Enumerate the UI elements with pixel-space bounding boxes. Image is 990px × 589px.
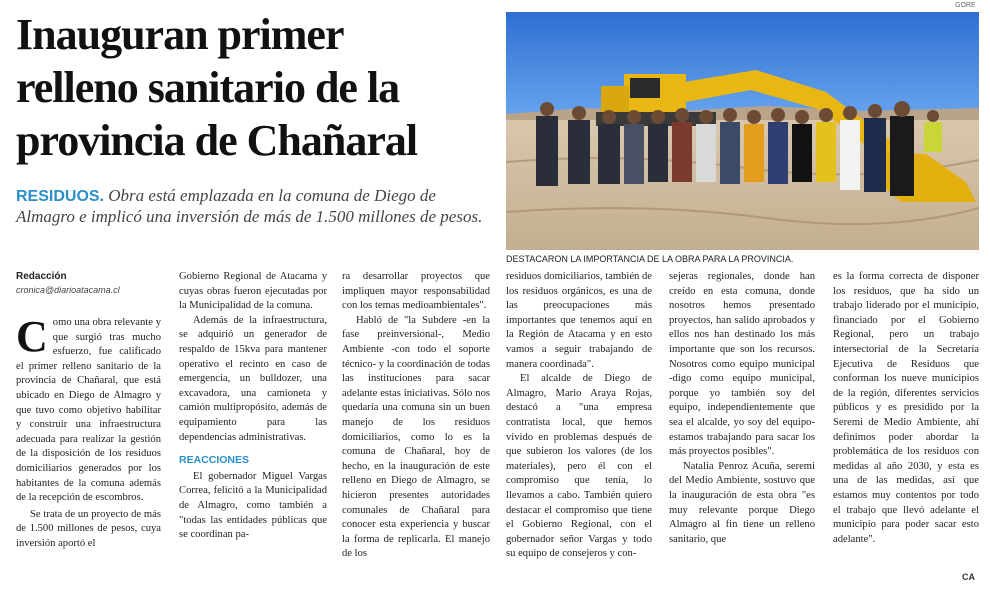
- paragraph: residuos domiciliarios, también de los residuos orgánicos, es una de las preocupaciones más importantes que tenemos aquí en la Región de Atacama y en esto vamos a seguir trabajando de manera coordinada".: [506, 271, 652, 370]
- column-2: [179, 270, 327, 543]
- paragraph-text: omo una obra relevante y que surgió tras mucho esfuerzo, fue calificado el primer relleno sanitario de la provincia de Chañaral, que está ubicado en Diego de Almagro y que tuvo como objetivo habilitar y construir una infraestructura adecuada para realizar la gestión de la disposición de los residuos domiciliarios generados por los habitantes de la comuna además de la recepción de escombros.: [16, 317, 161, 504]
- paragraph: Se trata de un proyecto de más de 1.500 millones de pesos, cuya inversión aportó el: [16, 508, 161, 549]
- headline-line-1: Inauguran primer: [16, 10, 344, 59]
- photo-credit: GORE: [955, 2, 976, 9]
- column-3: [342, 270, 490, 562]
- paragraph: es la forma correcta de disponer los residuos, que ha sido un trabajo liderado por el municipio, financiado por el Gobierno Regional, pero un trabajo intersectorial de la Secretaría Ejecutiva de Residuos que conforman los nueve municipios de la región, diferentes servicios públicos y es presidido por la Seremi de Medio Ambiente, ahí definimos poder abordar la problemática de los residuos con medidas al año 2030, y esta es una de las medidas, así que estamos muy contentos por todo el trabajo que llevó adelante el municipio para poder sacar esto adelante".: [833, 271, 979, 545]
- column-4: [506, 270, 652, 562]
- column-6: [833, 270, 979, 547]
- section-label: RESIDUOS.: [16, 188, 105, 205]
- photo-caption: DESTACARON LA IMPORTANCIA DE LA OBRA PARA LA PROVINCIA.: [506, 254, 794, 264]
- photo-illustration: [506, 12, 979, 250]
- column-5: [669, 270, 815, 547]
- paragraph: Natalia Penroz Acuña, seremi del Medio Ambiente, sostuvo que la inauguración de esta obra "es muy relevante porque Diego Almagro al fin tiene un relleno sanitario, que: [669, 460, 815, 545]
- paragraph: El alcalde de Diego de Almagro, Mario Araya Rojas, destacó a "una empresa contratista local, que hemos vivido en problemas después de que subieron los valores (de los materiales), pero él con el compromiso que tenía, lo llevamos a cabo. También quiero destacar el compromiso que tiene el Gobierno Regional, con el gobernador señor Vargas y todo su equipo de consejeros y con-: [506, 373, 652, 560]
- paragraph: Además de la infraestructura, se adquirió un generador de respaldo de 15kva para mantener operativo el recinto en caso de emergencia, un bulldozer, una excavadora, una camioneta y camión multipropósito, además de equipamiento para las dependencias administrativas.: [179, 314, 327, 443]
- headline-line-3: provincia de Chañaral: [16, 116, 418, 165]
- paragraph: ra desarrollar proyectos que impliquen mayor responsabilidad con los temas medioambientales".: [342, 271, 490, 312]
- paragraph: [16, 312, 161, 506]
- lead-text: Obra está emplazada en la comuna de Diego de Almagro e implicó una inversión de más de 1.500 millones de pesos.: [16, 186, 483, 226]
- paragraph: sejeras regionales, donde han creído en esta comuna, donde nosotros hemos presentado proyectos, han salido aprobados y ellos nos han destinado los más importante que son los recursos. Nosotros como equipo municipal -digo como equipo municipal, porque yo también soy del equipo, independientemente que sea el alcalde, yo soy del equipo- estamos trabajando para sacar los más proyectos posibles".: [669, 271, 815, 458]
- headline-line-2: relleno sanitario de la: [16, 63, 400, 112]
- drop-cap: C: [16, 312, 48, 361]
- headline: [16, 8, 494, 167]
- author-email: cronica@diarioatacama.cl: [16, 285, 120, 295]
- article-photo: [506, 12, 979, 250]
- byline: Redacción: [16, 271, 67, 282]
- paragraph: Habló de "la Subdere -en la fase preinversional-, Medio Ambiente -con todo el soporte técnico- y la coordinación de todas las instituciones para sacar adelante estas iniciativas. Sólo nos quedaría una comuna sin un buen manejo de los residuos domiciliarios, como lo es la comuna de Chañaral, hoy de hecho, en la inauguración de este relleno en Diego de Almagro, se hicieron presentes autoridades comunales de Chañaral para conocer esta experiencia y buscar la forma de replicarla. El manejo de los: [342, 314, 490, 560]
- subhead-reacciones: REACCIONES: [179, 454, 250, 467]
- lead-paragraph: [16, 186, 494, 227]
- paragraph: El gobernador Miguel Vargas Correa, felicitó a la Municipalidad de Almagro, como también a "todas las entidades públicas que se coordinan pa-: [179, 470, 327, 541]
- end-mark: CA: [962, 572, 975, 582]
- column-1: [16, 312, 161, 552]
- paragraph: Gobierno Regional de Atacama y cuyas obras fueron ejecutadas por la Municipalidad de la comuna.: [179, 271, 327, 312]
